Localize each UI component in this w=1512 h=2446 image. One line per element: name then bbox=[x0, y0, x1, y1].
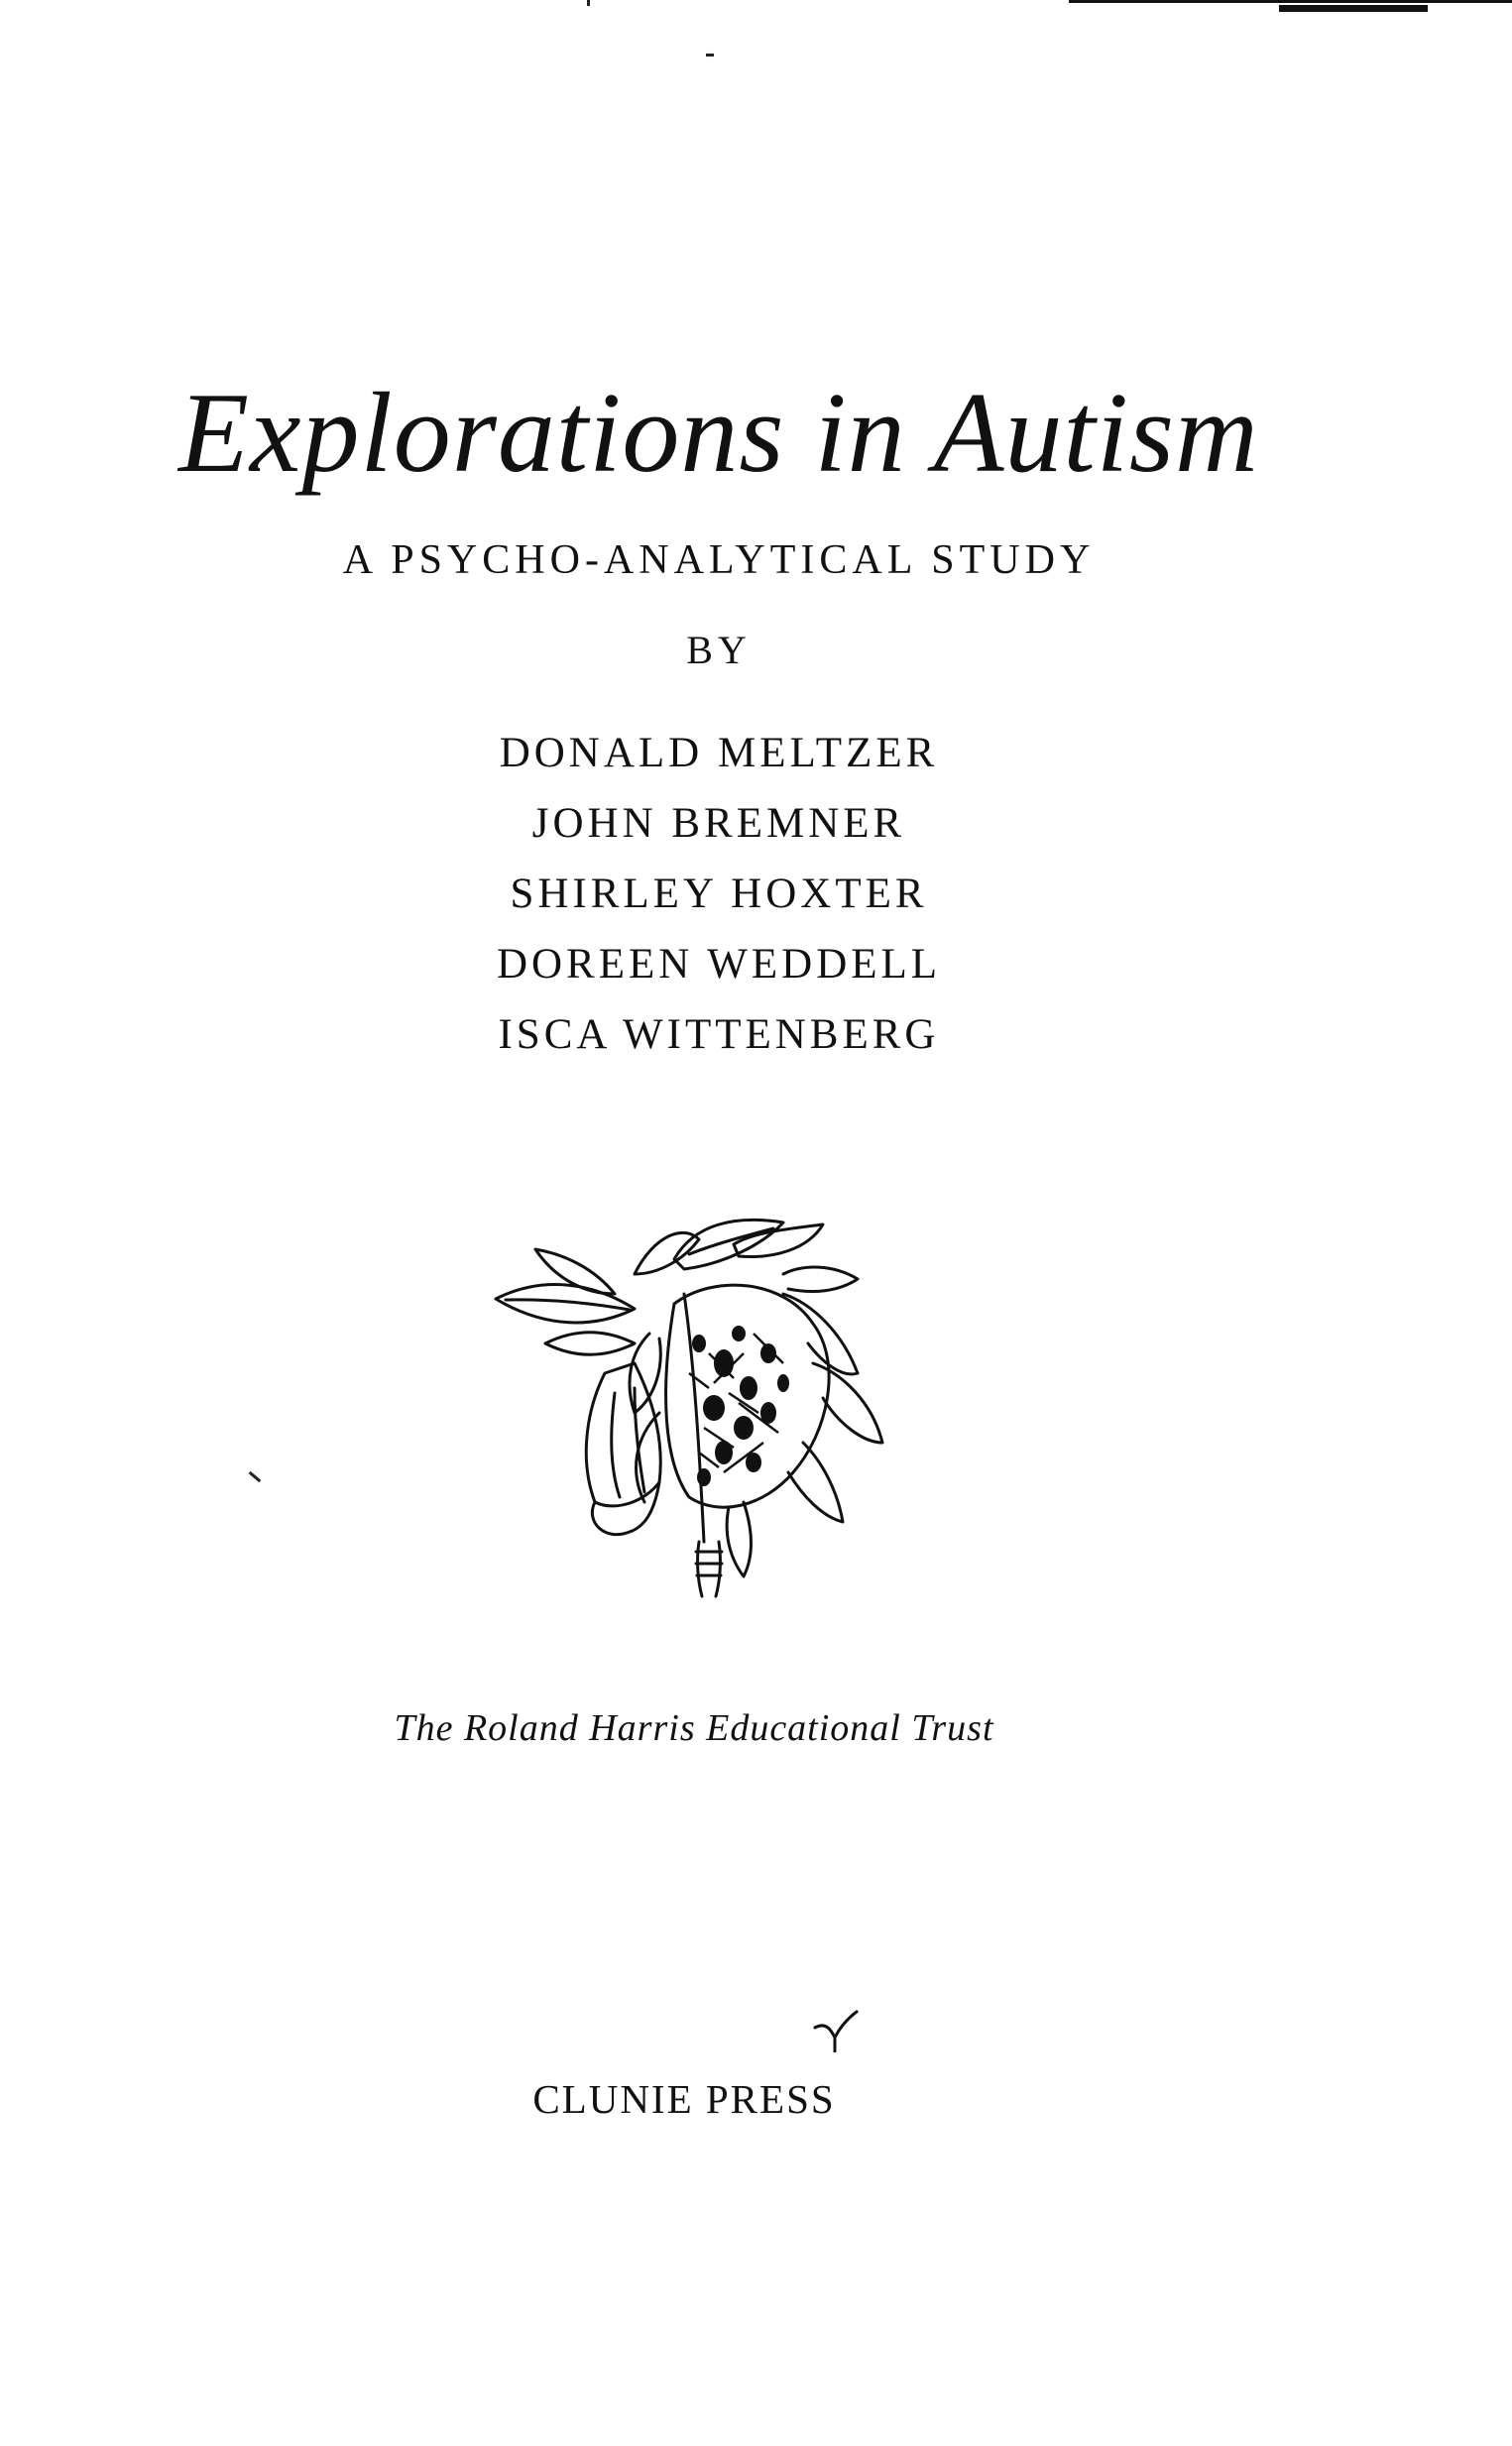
top-edge-rule-thick bbox=[1279, 5, 1428, 12]
flower-ornament-icon bbox=[486, 1215, 922, 1601]
author-name: ISCA WITTENBERG bbox=[498, 1011, 940, 1058]
scan-speck bbox=[249, 1471, 262, 1482]
book-title: Explorations in Autism bbox=[178, 370, 1259, 497]
author-name: DOREEN WEDDELL bbox=[496, 941, 942, 988]
scan-mark-icon bbox=[811, 2008, 861, 2052]
author-name: DONALD MELTZER bbox=[499, 730, 939, 776]
top-edge-rule bbox=[1069, 0, 1512, 3]
author-list bbox=[0, 718, 1438, 1070]
scan-speck bbox=[706, 54, 714, 57]
author-name: JOHN BREMNER bbox=[531, 800, 906, 847]
author-name: SHIRLEY HOXTER bbox=[510, 871, 928, 917]
book-subtitle: A PSYCHO-ANALYTICAL STUDY bbox=[342, 537, 1096, 583]
scan-speck bbox=[587, 0, 590, 6]
publisher-name: CLUNIE PRESS bbox=[532, 2076, 836, 2122]
by-line: BY bbox=[686, 628, 752, 672]
trust-imprint: The Roland Harris Educational Trust bbox=[394, 1707, 994, 1749]
